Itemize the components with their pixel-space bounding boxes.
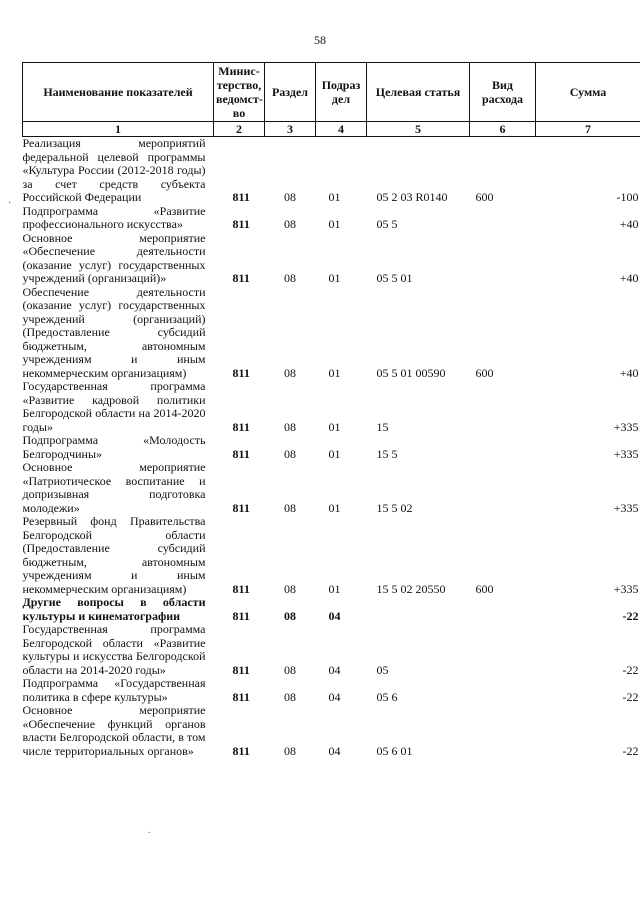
- row-subsection: 01: [328, 581, 341, 596]
- row-name: Реализация мероприятий федеральной целевой программы «Культура России (2012-2018 годы) за счет средств субъекта Российской Федерации: [22, 136, 206, 204]
- scan-mark: .: [148, 825, 151, 836]
- row-expense-type: [470, 704, 536, 758]
- row-section: 08: [284, 608, 296, 623]
- row-target: 05 6: [376, 689, 398, 704]
- row-subsection: 01: [328, 271, 341, 285]
- col-number: 7: [536, 122, 640, 137]
- row-expense-type: [470, 434, 536, 461]
- table-row: [23, 380, 640, 434]
- table-row: [23, 137, 640, 205]
- row-subsection: 04: [328, 689, 341, 704]
- row-subsection: 04: [328, 608, 341, 623]
- row-target: [367, 596, 470, 623]
- page-number: 58: [314, 33, 326, 47]
- row-sum: -100: [616, 190, 639, 204]
- row-target: 15 5 02 20550: [376, 581, 446, 596]
- row-expense-type: [470, 461, 536, 515]
- row-expense-type: 600: [475, 581, 494, 596]
- row-name: Основное мероприятие «Обеспечение функций органов власти Белгородской области, в том числе территориальных органов»: [22, 703, 206, 758]
- row-target: 05: [376, 662, 389, 677]
- row-sum: +335: [613, 446, 639, 461]
- row-section: 08: [284, 581, 296, 596]
- row-section: 08: [284, 365, 296, 380]
- row-subsection: 01: [328, 446, 341, 461]
- table-row: [23, 596, 640, 623]
- col-number: 6: [470, 122, 536, 137]
- col-number: 1: [23, 122, 214, 137]
- row-name: Резервный фонд Правительства Белгородской области (Предоставление субсидий бюджетным, автономным учреждениям и иным некоммерческим организациям): [22, 514, 206, 596]
- row-section: 08: [284, 500, 296, 515]
- row-sum: +40: [619, 217, 639, 231]
- row-section: 08: [284, 190, 296, 204]
- row-target: 15 5: [376, 446, 398, 461]
- header-ministry: Минис-терство, ведомст-во: [214, 63, 265, 122]
- col-number: 5: [367, 122, 470, 137]
- row-subsection: 01: [328, 365, 341, 380]
- row-name: Государственная программа Белгородской области «Развитие культуры и искусства Белгородской области на 2014-2020 годы»: [22, 622, 206, 677]
- row-sum: +335: [613, 419, 639, 434]
- row-expense-type: [470, 596, 536, 623]
- row-subsection: 01: [328, 419, 341, 434]
- table-row: [23, 677, 640, 704]
- row-ministry: 811: [232, 662, 250, 677]
- header-name: Наименование показателей: [23, 63, 214, 122]
- row-section: 08: [284, 743, 296, 758]
- row-ministry: 811: [232, 365, 250, 380]
- row-ministry: 811: [232, 581, 250, 596]
- row-sum: -22: [622, 662, 639, 677]
- row-subsection: 01: [328, 500, 341, 515]
- row-name: Подпрограмма «Молодость Белгородчины»: [22, 433, 206, 461]
- row-subsection: 01: [328, 217, 341, 231]
- row-name: Основное мероприятие «Патриотическое воспитание и допризывная подготовка молодежи»: [22, 460, 206, 515]
- row-sum: +40: [619, 365, 639, 380]
- row-ministry: 811: [232, 190, 250, 204]
- scan-mark: ·: [8, 198, 12, 209]
- row-section: 08: [284, 217, 296, 231]
- row-subsection: 04: [328, 662, 341, 677]
- row-name: Подпрограмма «Развитие профессионального искусства»: [22, 203, 206, 231]
- table-row: [23, 515, 640, 596]
- table-row: [23, 205, 640, 232]
- row-target: 15: [376, 419, 389, 434]
- row-subsection: 04: [328, 743, 341, 758]
- row-expense-type: 600: [475, 365, 494, 380]
- row-sum: +335: [613, 500, 639, 515]
- row-expense-type: [470, 677, 536, 704]
- budget-table: [22, 62, 640, 758]
- row-target: 05 2 03 R0140: [376, 190, 448, 204]
- row-expense-type: [470, 380, 536, 434]
- table-row: [23, 623, 640, 677]
- row-target: 05 5 01: [376, 271, 413, 285]
- row-sum: -22: [622, 689, 639, 704]
- row-section: 08: [284, 419, 296, 434]
- row-ministry: 811: [232, 608, 250, 623]
- table-row: [23, 704, 640, 758]
- row-section: 08: [284, 271, 296, 285]
- row-name: Подпрограмма «Государственная политика в сфере культуры»: [22, 676, 206, 704]
- row-ministry: 811: [232, 689, 250, 704]
- row-ministry: 811: [232, 217, 250, 231]
- table-row: [23, 434, 640, 461]
- row-expense-type: 600: [475, 190, 494, 204]
- header-expense-type: Вид расхода: [470, 63, 536, 122]
- row-ministry: 811: [232, 446, 250, 461]
- table-row: [23, 461, 640, 515]
- row-target: 05 5 01 00590: [376, 365, 446, 380]
- table-body: [23, 137, 640, 759]
- row-expense-type: [470, 232, 536, 286]
- row-target: 15 5 02: [376, 500, 413, 515]
- col-number: 4: [316, 122, 367, 137]
- row-sum: -22: [622, 743, 639, 758]
- row-expense-type: [470, 623, 536, 677]
- row-sum: -22: [622, 608, 639, 623]
- header-row: [23, 63, 640, 122]
- row-target: 05 5: [376, 217, 398, 231]
- row-section: 08: [284, 662, 296, 677]
- col-number: 3: [265, 122, 316, 137]
- row-name: Обеспечение деятельности (оказание услуг) государственных учреждений (организаций) (Предоставление субсидий бюджетным, автономным учреждениям и иным некоммерческим организациям): [22, 284, 206, 380]
- row-ministry: 811: [232, 419, 250, 434]
- row-name: Другие вопросы в области культуры и кинематографии: [22, 595, 206, 623]
- header-section: Раздел: [265, 63, 316, 122]
- row-section: 08: [284, 446, 296, 461]
- row-name: Основное мероприятие «Обеспечение деятельности (оказание услуг) государственных учреждений (организаций)»: [22, 230, 206, 285]
- row-section: 08: [284, 689, 296, 704]
- row-ministry: 811: [232, 743, 250, 758]
- table-row: [23, 232, 640, 286]
- row-ministry: 811: [232, 500, 250, 515]
- table-row: [23, 286, 640, 381]
- header-sum: Сумма: [536, 63, 640, 122]
- col-number: 2: [214, 122, 265, 137]
- column-number-row: [23, 122, 640, 137]
- row-target: 05 6 01: [376, 743, 413, 758]
- row-ministry: 811: [232, 271, 250, 285]
- row-expense-type: [470, 205, 536, 232]
- row-sum: +335: [613, 581, 639, 596]
- header-subsection: Подраз дел: [316, 63, 367, 122]
- row-name: Государственная программа «Развитие кадровой политики Белгородской области на 2014-2020 годы»: [22, 379, 206, 434]
- header-target: Целевая статья: [367, 63, 470, 122]
- row-subsection: 01: [328, 190, 341, 204]
- row-sum: +40: [619, 271, 639, 285]
